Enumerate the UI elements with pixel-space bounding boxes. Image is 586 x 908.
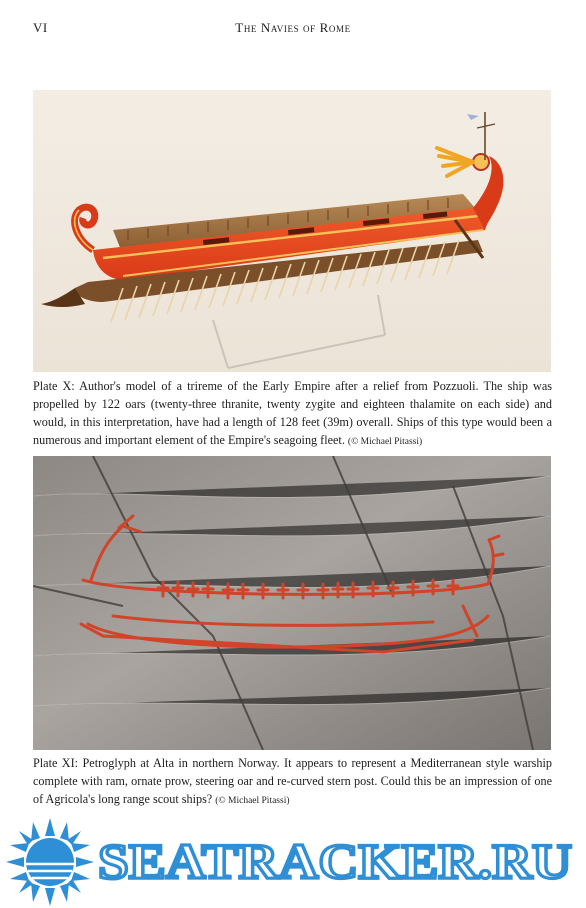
sun-logo-icon (6, 818, 94, 906)
page-number: VI (33, 20, 48, 35)
plate-x-caption (33, 377, 552, 451)
watermark-svg (0, 812, 586, 908)
plate-xi-caption (33, 754, 552, 810)
plate-xi-photo (33, 456, 551, 750)
plate-x-photo (33, 90, 551, 372)
seatracker-watermark (0, 812, 586, 908)
running-title: The Navies of Rome (235, 20, 351, 35)
plate-x-credit: (© Michael Pitassi) (347, 437, 423, 447)
trireme-model-image (33, 90, 551, 372)
plate-xi-credit: (© Michael Pitassi) (215, 796, 290, 806)
watermark-text: SEATRACKER.RU (98, 833, 572, 889)
plate-xi-caption-text: Plate XI: Petroglyph at Alta in northern Norway. It appears to represent a Mediterranean style warship complete with ram, ornate prow, steering oar and re-curved stern post. Could this be an impression of one of Agricola's long range scout ships? (33, 756, 552, 806)
plate-x-caption-text: Plate X: Author's model of a trireme of the Early Empire after a relief from Pozzuoli. The ship was propelled by 122 oars (twenty-three thranite, twenty zygite and eighteen thalamite on each side) and would, in this interpretation, have had a length of 128 feet (39m) overall. Ships of this type would been a numerous and important element of the Empire's seagoing fleet. (33, 379, 552, 447)
petroglyph-image (33, 456, 551, 750)
